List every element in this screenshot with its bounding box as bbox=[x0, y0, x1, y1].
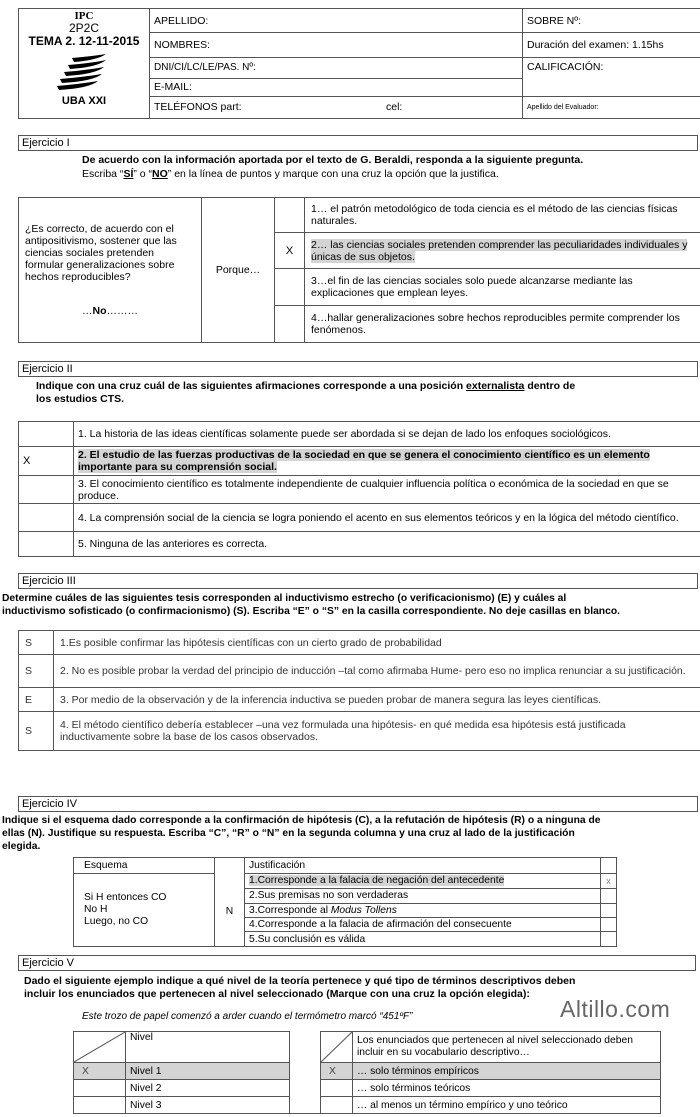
ej5-nivel-mark-3[interactable] bbox=[74, 1097, 126, 1114]
header-table bbox=[18, 8, 700, 119]
ej3-table bbox=[18, 630, 700, 751]
ej4-table bbox=[73, 857, 617, 947]
ej5-enunciado-3: … al menos un término empírico y uno teórico bbox=[353, 1097, 661, 1114]
ej4-option-2: 2.Sus premisas no son verdaderas bbox=[245, 889, 601, 903]
ej4-answer[interactable]: N bbox=[215, 873, 245, 946]
ej3-mark-4[interactable]: S bbox=[19, 712, 54, 751]
ej1-mark-3[interactable] bbox=[275, 269, 305, 306]
org-name: UBA XXI bbox=[61, 95, 107, 107]
ej4-schema bbox=[74, 873, 215, 946]
ej5-enun-mark-1[interactable]: X bbox=[321, 1063, 353, 1080]
altillo-watermark: Altillo.com bbox=[560, 996, 671, 1022]
ej3-row-4: 4. El método científico debería establecer –una vez formulada una hipótesis- en qué medida esa hipótesis está justificada inductivamente sobre la base de los casos observados. bbox=[54, 712, 700, 751]
ej5-nivel-2: Nivel 2 bbox=[126, 1080, 290, 1097]
uba-logo-icon bbox=[54, 52, 114, 92]
ej1-table bbox=[18, 197, 700, 343]
calificacion-field[interactable]: CALIFICACIÓN: bbox=[523, 57, 700, 96]
sobre-field[interactable]: SOBRE Nº: bbox=[523, 9, 700, 33]
ej3-title: Ejercicio III bbox=[22, 575, 76, 587]
ej5-nivel-3: Nivel 3 bbox=[126, 1097, 290, 1114]
ej5-nivel-1: Nivel 1 bbox=[126, 1063, 290, 1080]
dni-field[interactable]: DNI/CI/LC/LE/PAS. Nº: bbox=[150, 57, 523, 78]
ej1-question: ¿Es correcto, de acuerdo con el antipositivismo, sostener que las ciencias sociales pretenden formular generalizaciones sobre hechos reproducibles? bbox=[25, 223, 177, 283]
ej4-option-1: 1.Corresponde a la falacia de negación del antecedente bbox=[245, 873, 601, 889]
ipc-label: IPC bbox=[74, 10, 94, 22]
ej1-instruction-1: De acuerdo con la información aportada por el texto de G. Beraldi, responda a la siguiente pregunta. bbox=[82, 154, 584, 166]
ej2-table bbox=[18, 421, 700, 557]
ej5-table bbox=[73, 1031, 661, 1114]
ej5-instruction: Dado el siguiente ejemplo indique a qué nivel de la teoría pertenece y qué tipo de términos descriptivos deben incluir los enunciados que pertenecen al nivel seleccionado (Marque con una cruz la opción elegida): bbox=[24, 975, 576, 1000]
schema-line-3: Luego, no CO bbox=[84, 915, 149, 927]
ej4-mark-5[interactable] bbox=[601, 932, 617, 947]
ej3-mark-1[interactable]: S bbox=[19, 631, 54, 655]
ej4-instruction: Indique si el esquema dado corresponde a la confirmación de hipótesis (C), a la refutación de hipótesis (R) o a ninguna de ellas (N). Justifique su respuesta. Escriba “C”, “R” o “N” en la segunda columna y una cruz al lado de la justificación elegida. bbox=[2, 815, 601, 852]
ej2-row-1: 1. La historia de las ideas científicas solamente puede ser abordada si se dejan de lado los enfoques sociológicos. bbox=[74, 422, 700, 447]
schema-line-1: Si H entonces CO bbox=[84, 891, 167, 903]
ej1-instruction-2: Escriba “SÍ” o “NO” en la línea de puntos y marque con una cruz la opción que la justifica. bbox=[82, 168, 499, 180]
ej5-diag-1 bbox=[74, 1032, 126, 1063]
ej1-title-box bbox=[18, 135, 698, 151]
course-code: 2P2C bbox=[68, 21, 100, 35]
ej1-answer: No bbox=[92, 305, 107, 317]
ej4-col-justificacion: Justificación bbox=[245, 858, 601, 874]
ej4-title-box bbox=[18, 796, 698, 812]
ej2-row-4: 4. La comprensión social de la ciencia se logra poniendo el acento en sus elementos teóricos y en la lógica del método científico. bbox=[74, 504, 700, 532]
ej1-mark-2[interactable]: X bbox=[275, 232, 305, 269]
ej4-option-4: 4.Corresponde a la falacia de afirmación del consecuente bbox=[245, 918, 601, 932]
ej5-enunciado-2: … solo términos teóricos bbox=[353, 1080, 661, 1097]
ej5-col-nivel: Nivel bbox=[126, 1032, 290, 1063]
ej4-mark-4[interactable] bbox=[601, 918, 617, 932]
ej2-title: Ejercicio II bbox=[22, 363, 73, 375]
ej1-mark-1[interactable] bbox=[275, 198, 305, 233]
ej3-row-3: 3. Por medio de la observación y de la inferencia inductiva se pueden probar de manera segura las leyes científicas. bbox=[54, 688, 700, 712]
nombres-field[interactable]: NOMBRES: bbox=[150, 33, 523, 57]
ej2-row-5: 5. Ninguna de las anteriores es correcta. bbox=[74, 532, 700, 557]
ej3-mark-2[interactable]: S bbox=[19, 655, 54, 688]
ej5-example: Este trozo de papel comenzó a arder cuando el termómetro marcó “451ºF” bbox=[82, 1011, 413, 1022]
email-field[interactable]: E-MAIL: bbox=[150, 78, 523, 96]
ej4-title: Ejercicio IV bbox=[22, 798, 78, 810]
ej4-option-3: 3.Corresponde al Modus Tollens bbox=[245, 903, 601, 917]
ej1-porque-cell: Porque… bbox=[202, 198, 275, 343]
ej5-enun-mark-2[interactable] bbox=[321, 1080, 353, 1097]
ej5-col-enunciados: Los enunciados que pertenecen al nivel seleccionado deben incluir en su vocabulario descriptivo… bbox=[353, 1032, 661, 1063]
cel-label: cel: bbox=[386, 100, 403, 113]
ej4-col-esquema: Esquema bbox=[74, 858, 215, 874]
ej5-title-box bbox=[18, 955, 696, 971]
ej3-row-2: 2. No es posible probar la verdad del principio de inducción –tal como afirmaba Hume- pero eso no implica renunciar a su justificación. bbox=[54, 655, 700, 688]
ej2-row-3: 3. El conocimiento científico es totalmente independiente de cualquier influencia política o económica de la sociedad en que se produce. bbox=[74, 475, 700, 504]
ej2-mark-5[interactable] bbox=[19, 532, 74, 557]
ej1-option-2: 2… las ciencias sociales pretenden comprender las peculiaridades individuales y únicas de sus objetos. bbox=[305, 232, 700, 269]
ej2-mark-2[interactable]: X bbox=[19, 446, 74, 475]
ej2-mark-4[interactable] bbox=[19, 504, 74, 532]
ej1-mark-4[interactable] bbox=[275, 306, 305, 343]
ej1-answer-line[interactable]: …No……… bbox=[82, 305, 138, 317]
ej3-title-box bbox=[18, 573, 698, 589]
header-logo-cell bbox=[19, 9, 150, 119]
ej1-option-3: 3…el fin de las ciencias sociales solo puede alcanzarse mediante las explicaciones que emplean leyes. bbox=[305, 269, 700, 306]
evaluador-field[interactable]: Apellido del Evaluador: bbox=[523, 96, 700, 118]
ej1-question-cell bbox=[19, 198, 202, 343]
schema-line-2: No H bbox=[84, 903, 108, 915]
ej5-enun-mark-3[interactable] bbox=[321, 1097, 353, 1114]
ej4-mark-3[interactable] bbox=[601, 903, 617, 917]
ej1-option-4: 4…hallar generalizaciones sobre hechos reproducibles permite comprender los fenómenos. bbox=[305, 306, 700, 343]
ej2-mark-1[interactable] bbox=[19, 422, 74, 447]
ej5-title: Ejercicio V bbox=[22, 957, 74, 969]
telefonos-field[interactable]: TELÉFONOS part: cel: bbox=[150, 96, 523, 118]
ej4-mark-2[interactable] bbox=[601, 889, 617, 903]
ej5-nivel-mark-2[interactable] bbox=[74, 1080, 126, 1097]
ej4-option-5: 5.Su conclusión es válida bbox=[245, 932, 601, 947]
ej5-enunciado-1: … solo términos empíricos bbox=[353, 1063, 661, 1080]
ej1-title: Ejercicio I bbox=[22, 137, 70, 149]
ej2-mark-3[interactable] bbox=[19, 475, 74, 504]
duracion-text: Duración del examen: 1.15hs bbox=[523, 33, 700, 57]
ej3-row-1: 1.Es posible confirmar las hipótesis científicas con un cierto grado de probabilidad bbox=[54, 631, 700, 655]
ej2-row-2: 2. El estudio de las fuerzas productivas de la sociedad en que se genera el conocimiento científico es un elemento importante para su comprensión social. bbox=[74, 446, 700, 475]
ej5-nivel-mark-1[interactable]: X bbox=[74, 1063, 126, 1080]
ej5-diag-2 bbox=[321, 1032, 353, 1063]
exam-tema: TEMA 2. 12-11-2015 bbox=[28, 34, 140, 48]
ej4-mark-1[interactable]: x bbox=[601, 873, 617, 889]
ej1-option-1: 1… el patrón metodológico de toda ciencia es el método de las ciencias físicas naturales. bbox=[305, 198, 700, 233]
apellido-field[interactable]: APELLIDO: bbox=[150, 9, 523, 33]
ej3-instruction: Determine cuáles de las siguientes tesis corresponden al inductivismo estrecho (o verificacionismo) (E) y cuáles al inductivismo sofisticado (o confirmacionismo) (S). Escriba “E” o “S” en la casilla correspondiente. No deje casillas en blanco. bbox=[2, 593, 620, 617]
ej2-instruction: Indique con una cruz cuál de las siguientes afirmaciones corresponde a una posición externalista dentro de los estudios CTS. bbox=[36, 380, 576, 405]
ej3-mark-3[interactable]: E bbox=[19, 688, 54, 712]
ej2-title-box bbox=[18, 361, 698, 377]
